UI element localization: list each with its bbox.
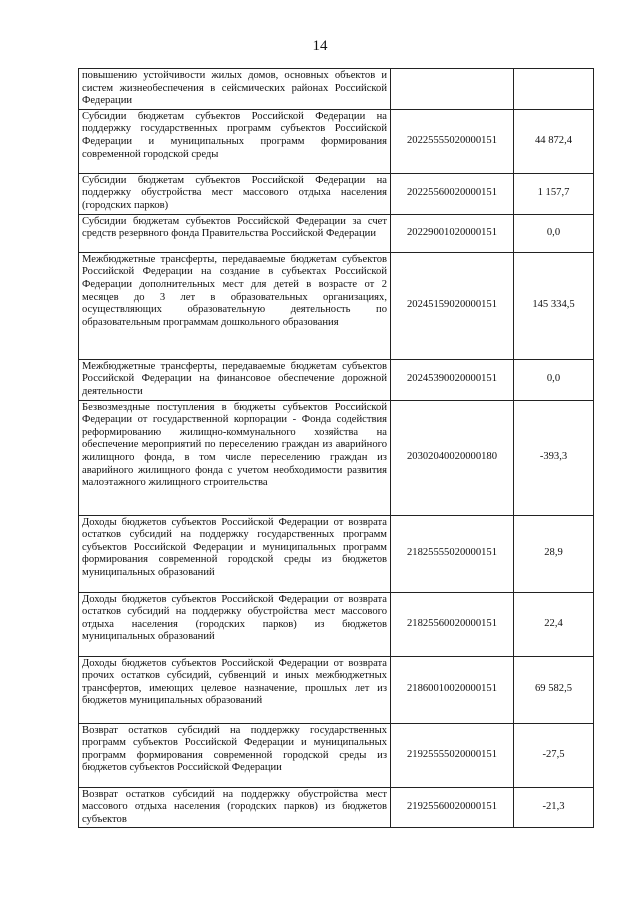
row-amount: 69 582,5 xyxy=(514,656,594,723)
row-description: Субсидии бюджетам субъектов Российской Федерации за счет средств резервного фонда Правительства Российской Федерации xyxy=(79,214,391,252)
row-amount: -21,3 xyxy=(514,787,594,828)
row-description: Безвозмездные поступления в бюджеты субъектов Российской Федерации от государственной корпорации - Фонда содействия реформированию жилищно-коммунального хозяйства на обеспечение мероприятий по переселению граждан из аварийного жилищного фонда, в том числе переселению граждан из аварийного жилищного фонда с учетом необходимости развития малоэтажного жилищного строительства xyxy=(79,400,391,515)
row-code: 21925555020000151 xyxy=(391,723,514,787)
row-description: Субсидии бюджетам субъектов Российской Федерации на поддержку государственных программ субъектов Российской Федерации и муниципальных программ формирования современной городской среды xyxy=(79,109,391,173)
table-row xyxy=(79,787,594,828)
row-description: Доходы бюджетов субъектов Российской Федерации от возврата остатков субсидий на поддержку государственных программ субъектов Российской Федерации и муниципальных программ формирования современной городской среды из бюджетов муниципальных образований xyxy=(79,515,391,592)
row-amount: 1 157,7 xyxy=(514,173,594,214)
row-amount: -27,5 xyxy=(514,723,594,787)
table-row xyxy=(79,359,594,400)
row-amount: 28,9 xyxy=(514,515,594,592)
row-description: Возврат остатков субсидий на поддержку государственных программ субъектов Российской Федерации и муниципальных программ формирования современной городской среды из бюджетов субъектов Российской Федерации xyxy=(79,723,391,787)
row-amount xyxy=(514,69,594,110)
table-row xyxy=(79,214,594,252)
table-row xyxy=(79,515,594,592)
row-code: 20245390020000151 xyxy=(391,359,514,400)
row-description: Доходы бюджетов субъектов Российской Федерации от возврата прочих остатков субсидий, субвенций и иных межбюджетных трансфертов, имеющих целевое назначение, прошлых лет из бюджетов муниципальных образований xyxy=(79,656,391,723)
table-row xyxy=(79,656,594,723)
row-amount: 22,4 xyxy=(514,592,594,656)
table-row xyxy=(79,252,594,359)
row-code: 20229001020000151 xyxy=(391,214,514,252)
page-number: 14 xyxy=(312,38,328,54)
budget-revenue-table xyxy=(78,68,594,828)
row-description: Доходы бюджетов субъектов Российской Федерации от возврата остатков субсидий на поддержку обустройства мест массового отдыха населения (городских парков) из бюджетов муниципальных образований xyxy=(79,592,391,656)
table-row xyxy=(79,723,594,787)
row-amount: 0,0 xyxy=(514,214,594,252)
row-code: 21825560020000151 xyxy=(391,592,514,656)
row-description: Субсидии бюджетам субъектов Российской Федерации на поддержку обустройства мест массового отдыха населения (городских парков) xyxy=(79,173,391,214)
row-code xyxy=(391,69,514,110)
table-row xyxy=(79,109,594,173)
row-code: 21860010020000151 xyxy=(391,656,514,723)
table-row xyxy=(79,173,594,214)
row-code: 20225560020000151 xyxy=(391,173,514,214)
row-code: 21825555020000151 xyxy=(391,515,514,592)
row-amount: 0,0 xyxy=(514,359,594,400)
row-description: повышению устойчивости жилых домов, основных объектов и систем жизнеобеспечения в сейсмических районах Российской Федерации xyxy=(79,69,391,110)
row-description: Возврат остатков субсидий на поддержку обустройства мест массового отдыха населения (городских парков) из бюджетов субъектов xyxy=(79,787,391,828)
row-description: Межбюджетные трансферты, передаваемые бюджетам субъектов Российской Федерации на создание в субъектах Российской Федерации дополнительных мест для детей в возрасте от 2 месяцев до 3 лет в образовательных организациях, осуществляющих образовательную деятельность по образовательным программам дошкольного образования xyxy=(79,252,391,359)
row-amount: 145 334,5 xyxy=(514,252,594,359)
row-amount: -393,3 xyxy=(514,400,594,515)
row-code: 20245159020000151 xyxy=(391,252,514,359)
table-row xyxy=(79,69,594,110)
table-row xyxy=(79,592,594,656)
row-description: Межбюджетные трансферты, передаваемые бюджетам субъектов Российской Федерации на финансовое обеспечение дорожной деятельности xyxy=(79,359,391,400)
row-code: 20302040020000180 xyxy=(391,400,514,515)
row-code: 20225555020000151 xyxy=(391,109,514,173)
table-row xyxy=(79,400,594,515)
row-code: 21925560020000151 xyxy=(391,787,514,828)
row-amount: 44 872,4 xyxy=(514,109,594,173)
